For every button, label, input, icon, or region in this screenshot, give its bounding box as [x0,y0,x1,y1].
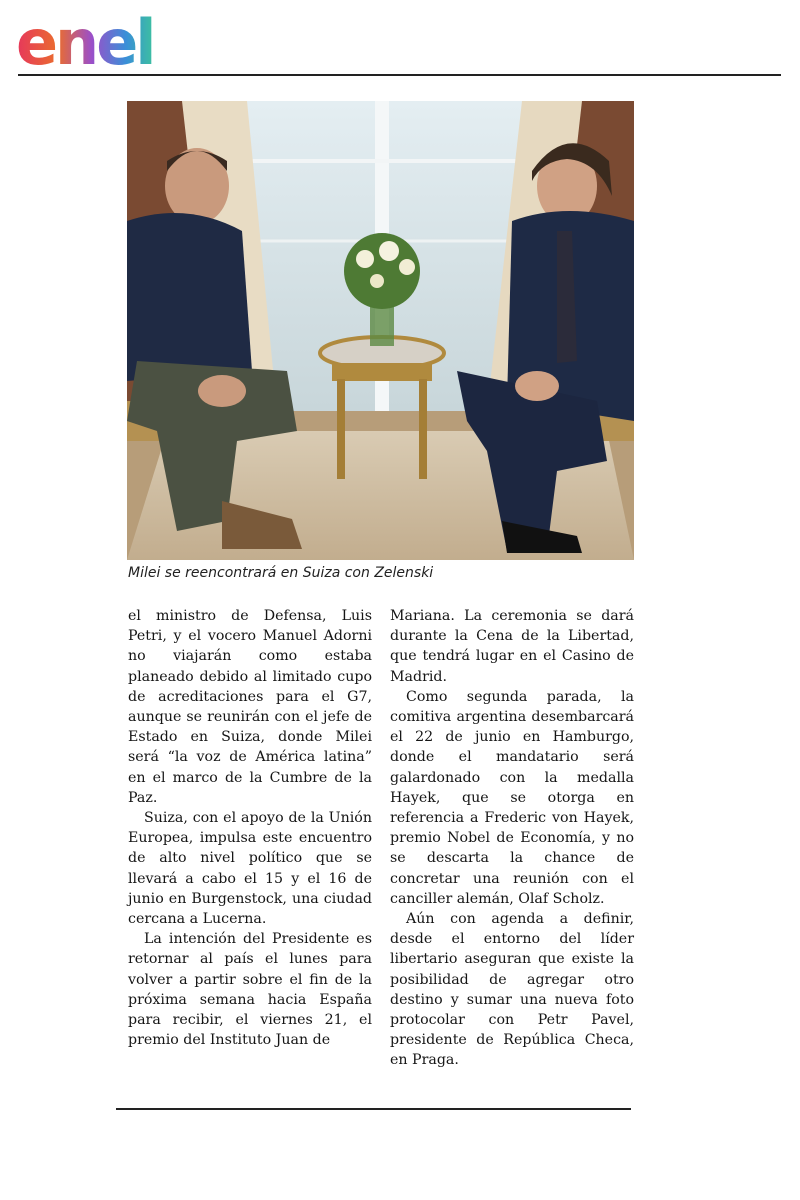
enel-logo [14,4,184,72]
logo-text: enel [16,6,154,72]
article-column-right [390,606,634,1071]
paragraph: Suiza, con el apoyo de la Unión Europea, impulsa este encuentro de alto nivel político que se llevará a cabo el 15 y el 16 de junio en Burgenstock, una ciudad cercana a Lucerna. [128,810,372,928]
header-divider [18,74,781,76]
article-column-left [128,606,372,1050]
footer-divider [116,1108,631,1110]
paragraph: La intención del Presidente es retornar al país el lunes para volver a partir sobre el fin de la próxima semana hacia España para recibir, el viernes 21, el premio del Instituto Juan de [128,931,372,1049]
paragraph: el ministro de Defensa, Luis Petri, y el vocero Manuel Adorni no viajarán como estaba planeado debido al limitado cupo de acreditaciones para el G7, aunque se reunirán con el jefe de Estado en Suiza, donde Milei será “la voz de América latina” en el marco de la Cumbre de la Paz. [128,608,372,806]
photo-illustration [127,101,634,560]
paragraph: Mariana. La ceremonia se dará durante la Cena de la Libertad, que tendrá lugar en el Casino de Madrid. [390,608,634,685]
photo-zelenski-milei-meeting [127,101,634,560]
paragraph: Como segunda parada, la comitiva argentina desembarcará el 22 de junio en Hamburgo, donde el mandatario será galardonado con la medalla Hayek, que se otorga en referencia a Frederic von Hayek, premio Nobel de Economía, y no se descarta la chance de concretar una reunión con el canciller alemán, Olaf Scholz. [390,688,634,907]
photo-caption: Milei se reencontrará en Suiza con Zelenski [128,565,434,581]
paragraph: Aún con agenda a definir, desde el entorno del líder libertario aseguran que existe la posibilidad de agregar otro destino y sumar una nueva foto protocolar con Petr Pavel, presidente de República Checa, en Praga. [390,911,634,1069]
